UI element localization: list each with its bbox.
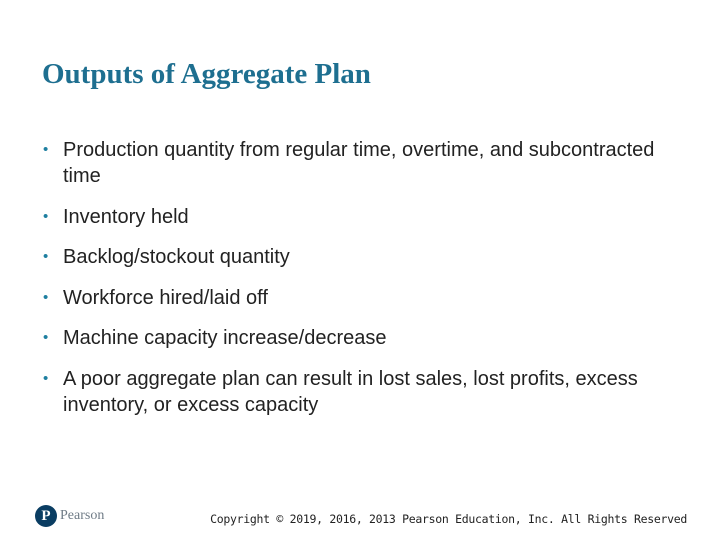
bullet-item [40, 137, 695, 189]
pearson-logo [35, 505, 104, 527]
bullet-text: Backlog/stockout quantity [63, 246, 290, 268]
bullet-text: Machine capacity increase/decrease [63, 327, 387, 349]
bullet-marker: • [43, 207, 49, 225]
bullet-text: Workforce hired/laid off [63, 286, 268, 309]
bullet-item [40, 366, 695, 418]
pearson-logo-icon: P [35, 505, 57, 527]
slide-footer [0, 496, 720, 540]
bullet-marker: • [43, 329, 49, 346]
bullet-marker: • [43, 369, 49, 387]
pearson-logo-text: Pearson [60, 508, 105, 523]
bullet-item [40, 244, 695, 270]
bullet-item [40, 285, 695, 311]
bullet-marker: • [43, 288, 49, 306]
bullet-marker: • [43, 141, 49, 158]
slide-title: Outputs of Aggregate Plan [42, 58, 371, 90]
bullet-item [40, 204, 695, 230]
bullet-marker: • [43, 248, 49, 265]
bullet-text: Inventory held [63, 205, 189, 228]
copyright-notice: Copyright © 2019, 2016, 2013 Pearson Education, Inc. All Rights Reserved [210, 512, 687, 526]
bullet-item [40, 325, 695, 351]
bullet-text: A poor aggregate plan can result in lost sales, lost profits, excess inventory, or excess capacity [63, 367, 638, 416]
bullet-list [40, 137, 695, 432]
bullet-text: Production quantity from regular time, overtime, and subcontracted time [63, 139, 655, 187]
